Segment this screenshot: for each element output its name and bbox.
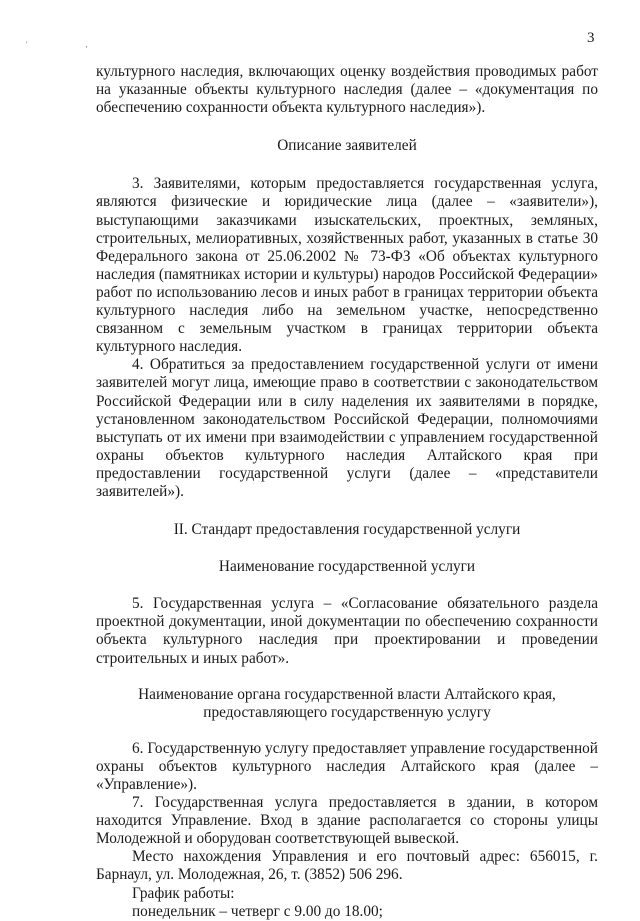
address-paragraph: Место нахождения Управления и его почтовый адрес: 656015, г. Барнаул, ул. Молодежная, 26, т. (3852) 506 296. (96, 848, 598, 884)
intro-paragraph: культурного наследия, включающих оценку воздействия проводимых работ на указанные объекты культурного наследия (далее – «документация по обеспечению сохранности объекта культурного наследия»). (96, 63, 598, 117)
heading-organ-line-2: предоставляющего государственную услугу (203, 703, 491, 721)
paragraph-3: 3. Заявителями, которым предоставляется государственная услуга, являются физические и юридические лица (далее – «заявители»), выступающими заказчиками изыскательских, проектных, земляных, строительных, мелиоративных, хозяйственных работ, указанных в статье 30 Федерального закона от 25.06.2002 № 73-ФЗ «Об объектах культурного наследия (памятниках истории и культуры) народов Российской Федерации» работ по использованию лесов и иных работ в границах территории объекта культурного наследия либо на земельном участке, непосредственно связанном с земельным участком в границах территории объекта культурного наследия. (96, 175, 598, 356)
paragraph-7: 7. Государственная услуга предоставляется в здании, в котором находится Управление. Вход в здание располагается со стороны улицы Молодежной и оборудован соответствующей вывеской. (96, 794, 598, 848)
heading-applicants: Описание заявителей (277, 137, 417, 155)
paragraph-5: 5. Государственная услуга – «Согласование обязательного раздела проектной документации, иной документации по обеспечению сохранности объекта культурного наследия при проектировании и проведении строительных и иных работ». (96, 595, 598, 667)
heading-section-2: II. Стандарт предоставления государственной услуги (173, 521, 521, 539)
heading-organ-line-1: Наименование органа государственной власти Алтайского края, (138, 685, 556, 703)
heading-service-name: Наименование государственной услуги (218, 558, 476, 576)
page-number: 3 (587, 30, 595, 46)
schedule-line-1: понедельник – четверг с 9.00 до 18.00; (132, 902, 383, 920)
document-body (96, 63, 598, 921)
paragraph-4: 4. Обратиться за предоставлением государственной услуги от имени заявителей могут лица, имеющие право в соответствии с законодательством Российской Федерации или в силу наделения их заявителями в порядке, установленном законодательством Российской Федерации, полномочиями выступать от их имени при взаимодействии с управлением государственной охраны объектов культурного наследия Алтайского края при предоставлении государственной услуги (далее – «представители заявителей»). (96, 356, 598, 500)
scan-specks: ' , (26, 40, 116, 49)
schedule-label: График работы: (132, 884, 235, 902)
paragraph-6: 6. Государственную услугу предоставляет управление государственной охраны объектов культурного наследия Алтайского края (далее – «Управление»). (96, 739, 598, 793)
